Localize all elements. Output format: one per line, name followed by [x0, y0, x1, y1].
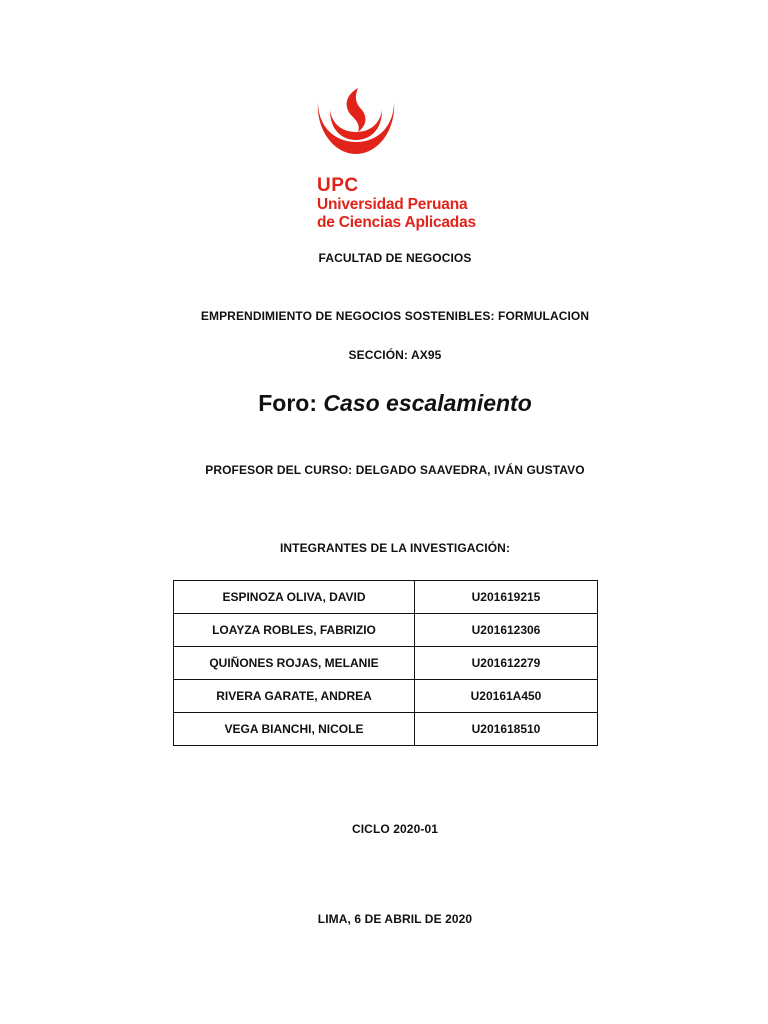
place-date: LIMA, 6 DE ABRIL DE 2020	[317, 912, 473, 926]
course-name: EMPRENDIMIENTO DE NEGOCIOS SOSTENIBLES: FORMULACION	[200, 309, 590, 323]
table-row	[174, 713, 598, 746]
upc-logo-icon	[314, 86, 398, 158]
logo-acronym: UPC	[317, 175, 359, 196]
member-code: U201618510	[415, 713, 598, 746]
member-name: RIVERA GARATE, ANDREA	[174, 680, 415, 713]
title-prefix: Foro:	[258, 390, 317, 416]
logo-line-1: Universidad Peruana	[317, 196, 468, 213]
member-name: QUIÑONES ROJAS, MELANIE	[174, 647, 415, 680]
document-title	[0, 390, 768, 417]
upc-logo-text	[317, 176, 476, 230]
logo-line-2: de Ciencias Aplicadas	[317, 213, 476, 231]
member-name: ESPINOZA OLIVA, DAVID	[174, 581, 415, 614]
title-italic: Caso escalamiento	[323, 390, 532, 416]
member-name: VEGA BIANCHI, NICOLE	[174, 713, 415, 746]
member-code: U201619215	[415, 581, 598, 614]
member-code: U201612306	[415, 614, 598, 647]
members-heading: INTEGRANTES DE LA INVESTIGACIÓN:	[279, 541, 511, 555]
table-row	[174, 680, 598, 713]
cycle-label: CICLO 2020-01	[351, 822, 438, 836]
member-name: LOAYZA ROBLES, FABRIZIO	[174, 614, 415, 647]
member-code: U20161A450	[415, 680, 598, 713]
table-row	[174, 614, 598, 647]
professor-line: PROFESOR DEL CURSO: DELGADO SAAVEDRA, IVÁN GUSTAVO	[205, 463, 585, 477]
faculty-heading: FACULTAD DE NEGOCIOS	[318, 251, 472, 265]
member-code: U201612279	[415, 647, 598, 680]
section-label: SECCIÓN: AX95	[348, 348, 442, 362]
table-row	[174, 581, 598, 614]
members-table	[173, 580, 598, 746]
table-row	[174, 647, 598, 680]
